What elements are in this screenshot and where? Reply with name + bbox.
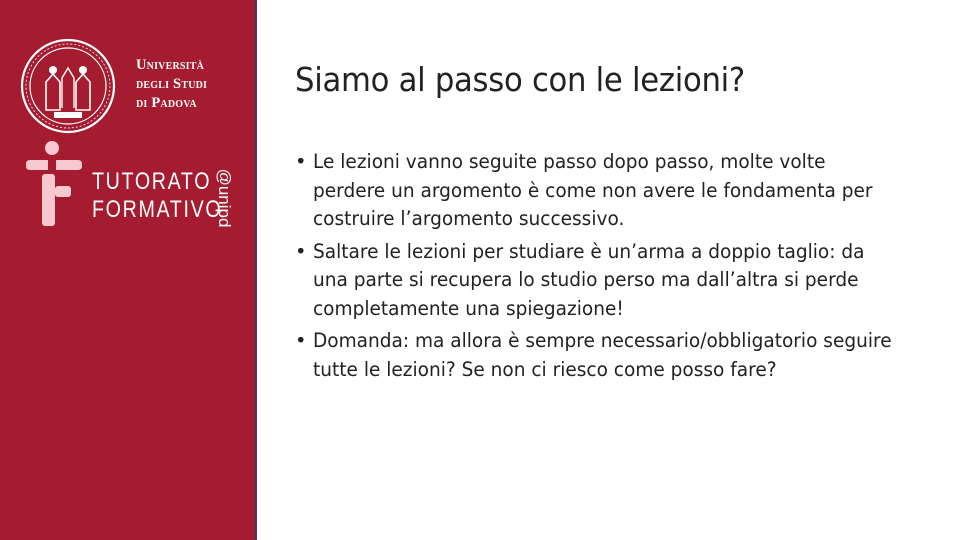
university-seal-icon [20, 38, 116, 134]
program-line: TUTORATO [92, 168, 212, 195]
branding-sidebar [0, 0, 257, 540]
handle-label [206, 160, 242, 236]
university-line: Università [136, 57, 205, 73]
bullet-text: Domanda: ma allora è sempre necessario/obbligatorio seguire tutte le lezioni? Se non ci riesco come posso fare? [313, 329, 892, 381]
university-line: di Padova [136, 95, 197, 111]
bullet-item [295, 238, 915, 324]
bullet-text: Le lezioni vanno seguite passo dopo passo, molte volte perdere un argomento è come non avere le fondamenta per costruire l’argomento successivo. [313, 150, 873, 230]
slide-title: Siamo al passo con le lezioni? [295, 60, 745, 99]
bullet-list [295, 148, 915, 388]
bullet-marker: • [295, 239, 307, 263]
university-name [136, 56, 207, 113]
bullet-marker: • [295, 150, 307, 173]
bullet-item [295, 327, 915, 384]
bullet-item [295, 148, 915, 234]
university-line: degli Studi [136, 76, 208, 92]
bullet-marker: • [295, 329, 307, 352]
handle-text: @unipd [215, 168, 234, 228]
tutorato-f-logo-icon [22, 140, 84, 228]
bullet-text: Saltare le lezioni per studiare è un’arma a doppio taglio: da una parte si recupera lo studio perso ma dall’altra si perde completamente una spiegazione! [313, 239, 865, 320]
program-line: FORMATIVO [92, 196, 223, 223]
